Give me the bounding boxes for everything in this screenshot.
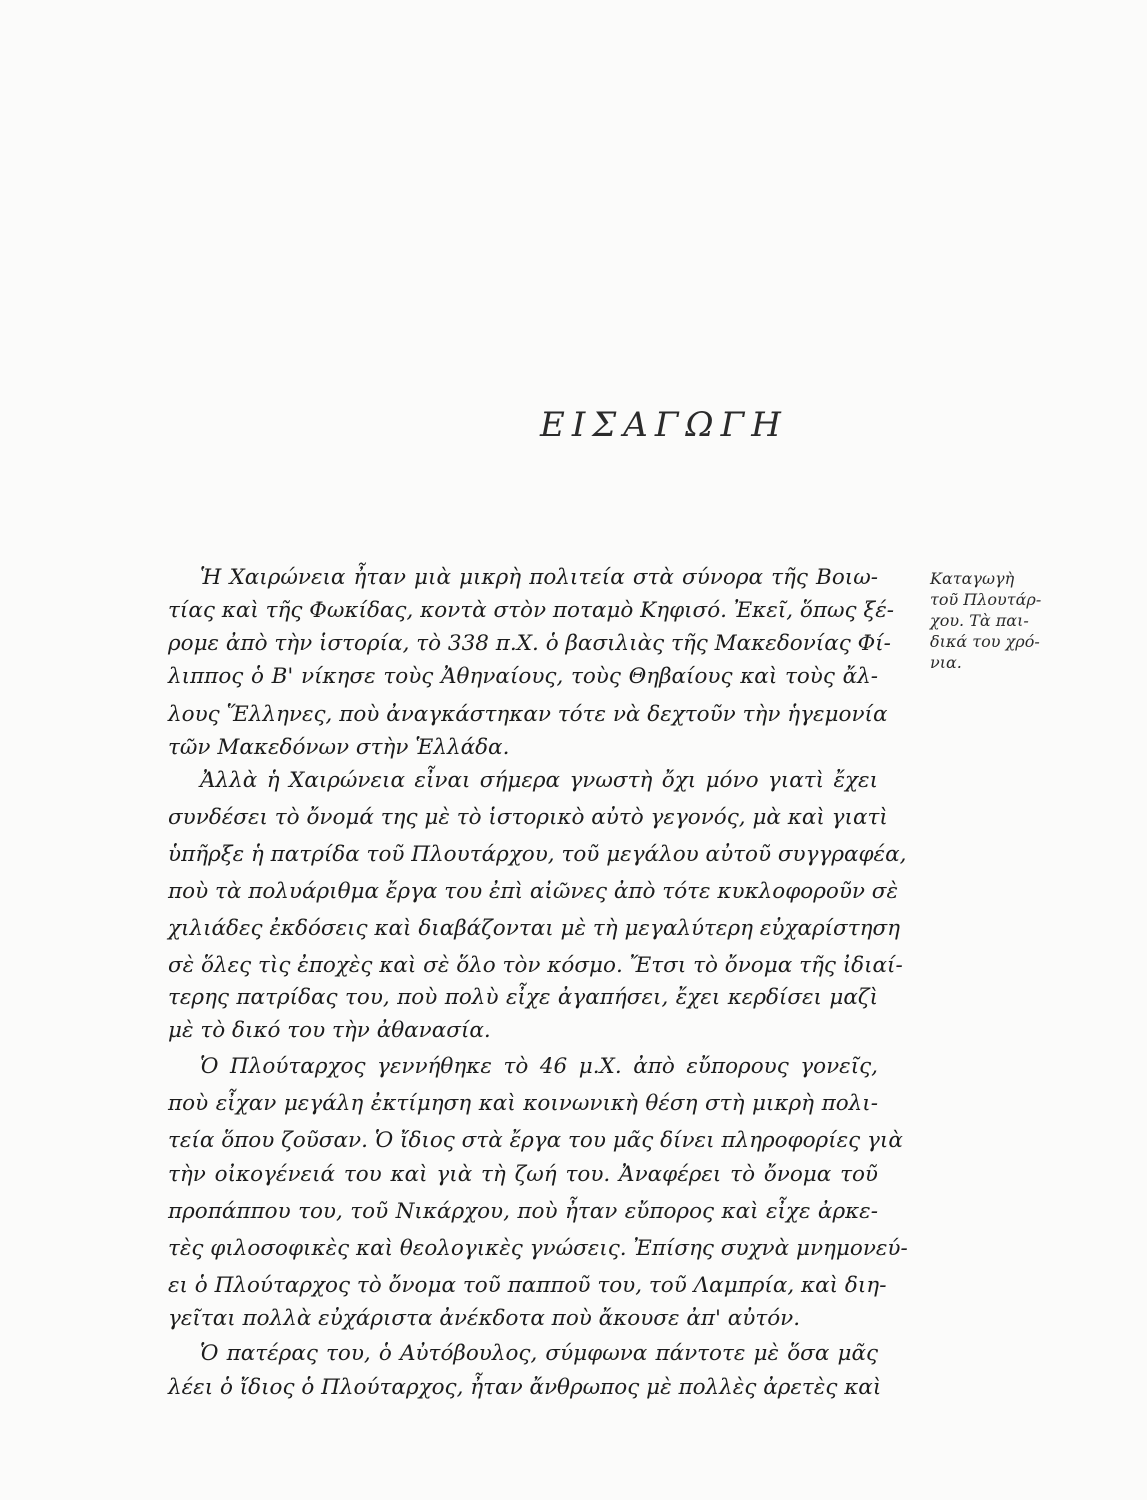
text-line: σὲ ὅλες τὶς ἐποχὲς καὶ σὲ ὅλο τὸν κόσμο. Ἔτσι τὸ ὄνομα τῆς ἰδιαί- xyxy=(168,953,903,978)
text-line: λιππος ὁ Β' νίκησε τοὺς Ἀθηναίους, τοὺς Θηβαίους καὶ τοὺς ἄλ- xyxy=(168,664,878,689)
text-line: ποὺ τὰ πολυάριθμα ἔργα του ἐπὶ αἰῶνες ἀπὸ τότε κυκλοφοροῦν σὲ xyxy=(168,879,899,904)
text-line: ὑπῆρξε ἡ πατρίδα τοῦ Πλουτάρχου, τοῦ μεγάλου αὐτοῦ συγγραφέα, xyxy=(168,842,907,867)
text-line: Ὁ Πλούταρχος γεννήθηκε τὸ 46 μ.Χ. ἀπὸ εὔπορους γονεῖς, xyxy=(200,1054,878,1079)
text-line: τίας καὶ τῆς Φωκίδας, κοντὰ στὸν ποταμὸ Κηφισό. Ἐκεῖ, ὅπως ξέ- xyxy=(168,598,895,623)
margin-note-line: νια. xyxy=(930,653,962,672)
text-line: τῶν Μακεδόνων στὴν Ἑλλάδα. xyxy=(168,735,510,760)
text-line: συνδέσει τὸ ὄνομά της μὲ τὸ ἱστορικὸ αὐτὸ γεγονός, μὰ καὶ γιατὶ xyxy=(168,805,888,830)
text-line: Ἀλλὰ ἡ Χαιρώνεια εἶναι σήμερα γνωστὴ ὄχι μόνο γιατὶ ἔχει xyxy=(200,768,878,793)
margin-note xyxy=(930,568,1060,673)
text-line: τερης πατρίδας του, ποὺ πολὺ εἶχε ἀγαπήσει, ἔχει κερδίσει μαζὶ xyxy=(168,985,878,1010)
text-line: μὲ τὸ δικό του τὴν ἀθανασία. xyxy=(168,1018,491,1043)
margin-note-line: χου. Τὰ παι- xyxy=(930,611,1029,630)
text-line: λους Ἕλληνες, ποὺ ἀναγκάστηκαν τότε νὰ δεχτοῦν τὴν ἡγεμονία xyxy=(168,702,888,727)
text-line: ρομε ἀπὸ τὴν ἱστορία, τὸ 338 π.Χ. ὁ βασιλιὰς τῆς Μακεδονίας Φί- xyxy=(168,631,891,656)
margin-note-line: τοῦ Πλουτάρ- xyxy=(930,590,1042,609)
text-line: ποὺ εἶχαν μεγάλη ἐκτίμηση καὶ κοινωνικὴ θέση στὴ μικρὴ πολι- xyxy=(168,1091,878,1116)
text-line: γεῖται πολλὰ εὐχάριστα ἀνέκδοτα ποὺ ἄκουσε ἀπ' αὐτόν. xyxy=(168,1306,801,1331)
text-line: λέει ὁ ἴδιος ὁ Πλούταρχος, ἦταν ἄνθρωπος μὲ πολλὲς ἀρετὲς καὶ xyxy=(168,1375,882,1400)
text-line: προπάππου του, τοῦ Νικάρχου, ποὺ ἦταν εὔπορος καὶ εἶχε ἀρκε- xyxy=(168,1199,878,1224)
text-line: τὴν οἰκογένειά του καὶ γιὰ τὴ ζωή του. Ἀναφέρει τὸ ὄνομα τοῦ xyxy=(168,1162,878,1187)
text-line: χιλιάδες ἐκδόσεις καὶ διαβάζονται μὲ τὴ μεγαλύτερη εὐχαρίστηση xyxy=(168,916,901,941)
margin-note-line: Καταγωγὴ xyxy=(930,569,1015,588)
text-line: ει ὁ Πλούταρχος τὸ ὄνομα τοῦ παπποῦ του, τοῦ Λαμπρία, καὶ διη- xyxy=(168,1273,887,1298)
text-line: Ὁ πατέρας του, ὁ Αὐτόβουλος, σύμφωνα πάντοτε μὲ ὅσα μᾶς xyxy=(200,1341,878,1366)
text-line: Ἡ Χαιρώνεια ἦταν μιὰ μικρὴ πολιτεία στὰ σύνορα τῆς Βοιω- xyxy=(200,565,878,590)
margin-note-line: δικά του χρό- xyxy=(930,632,1040,651)
text-line: τεία ὅπου ζοῦσαν. Ὁ ἴδιος στὰ ἔργα του μᾶς δίνει πληροφορίες γιὰ xyxy=(168,1128,903,1153)
chapter-title: ΕΙΣΑΓΩΓΗ xyxy=(540,405,788,445)
text-line: τὲς φιλοσοφικὲς καὶ θεολογικὲς γνώσεις. Ἐπίσης συχνὰ μνημονεύ- xyxy=(168,1236,908,1261)
